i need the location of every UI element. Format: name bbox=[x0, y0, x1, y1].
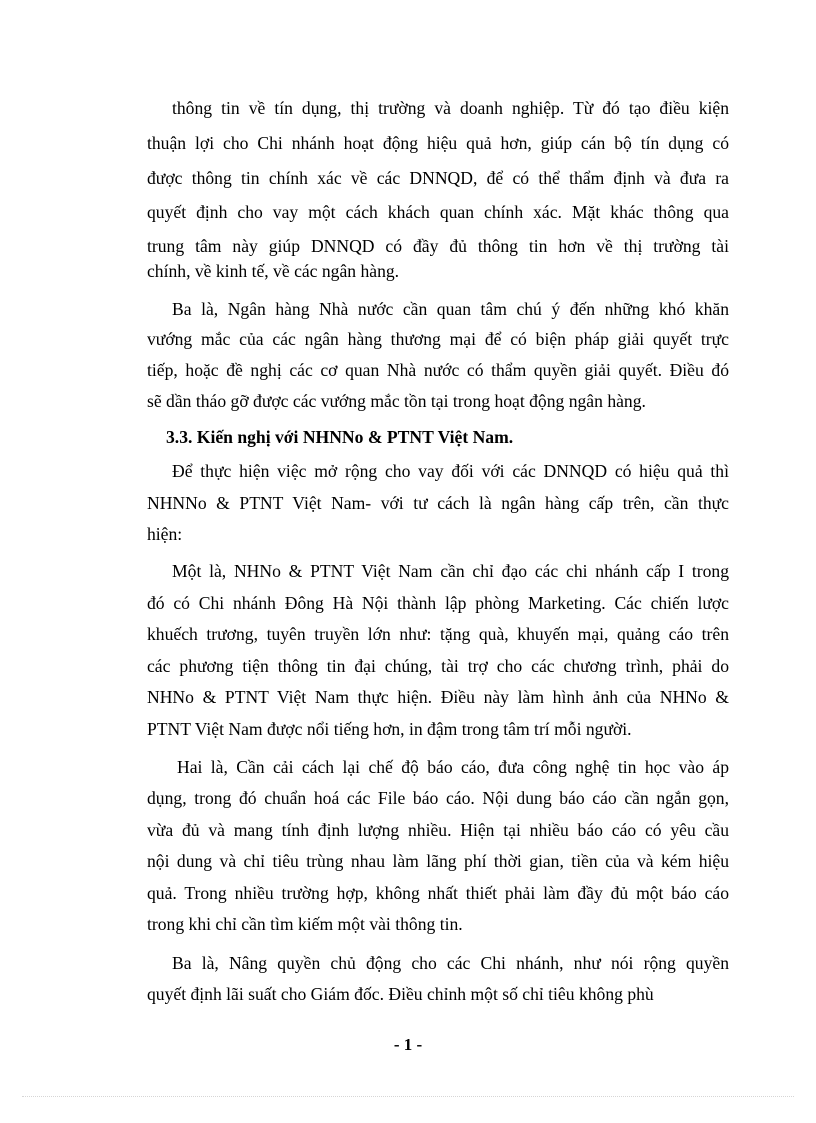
paragraph-line: NHNNo & PTNT Việt Nam- với tư cách là ngân hàng cấp trên, cần thực bbox=[147, 493, 729, 513]
section-heading: 3.3. Kiến nghị với NHNNo & PTNT Việt Nam. bbox=[166, 427, 514, 447]
paragraph-line: sẽ dần tháo gỡ được các vướng mắc tồn tại trong hoạt động ngân hàng. bbox=[147, 391, 646, 411]
paragraph-line: vướng mắc của các ngân hàng thương mại để có biện pháp giải quyết trực bbox=[147, 329, 729, 349]
paragraph-line: hiện: bbox=[147, 524, 183, 544]
page-number: - 1 - bbox=[393, 1035, 423, 1054]
paragraph-line: đó có Chi nhánh Đông Hà Nội thành lập phòng Marketing. Các chiến lược bbox=[147, 593, 729, 613]
paragraph-line: trong khi chỉ cần tìm kiếm một vài thông tin. bbox=[147, 914, 463, 934]
paragraph-line: nội dung và chỉ tiêu trùng nhau làm lãng phí thời gian, tiền của và kém hiệu bbox=[147, 851, 729, 871]
paragraph-line: khuếch trương, tuyên truyền lớn như: tặng quà, khuyến mại, quảng cáo trên bbox=[147, 624, 729, 644]
paragraph-line: Ba là, Nâng quyền chủ động cho các Chi nhánh, như nói rộng quyền bbox=[172, 953, 729, 973]
paragraph-line: tiếp, hoặc đề nghị các cơ quan Nhà nước có thẩm quyền giải quyết. Điều đó bbox=[147, 360, 729, 380]
paragraph-line: quả. Trong nhiều trường hợp, không nhất thiết phải làm đầy đủ một báo cáo bbox=[147, 883, 729, 903]
paragraph-line: quyết định cho vay một cách khách quan chính xác. Mặt khác thông qua bbox=[147, 202, 729, 222]
paragraph-line: quyết định lãi suất cho Giám đốc. Điều chỉnh một số chỉ tiêu không phù bbox=[147, 984, 654, 1004]
paragraph-line: Một là, NHNo & PTNT Việt Nam cần chỉ đạo các chi nhánh cấp I trong bbox=[172, 561, 729, 581]
paragraph-line: chính, về kinh tế, về các ngân hàng. bbox=[147, 261, 400, 281]
paragraph-line: NHNo & PTNT Việt Nam thực hiện. Điều này làm hình ảnh của NHNo & bbox=[147, 687, 729, 707]
paragraph-line: các phương tiện thông tin đại chúng, tài trợ cho các chương trình, phải do bbox=[147, 656, 729, 676]
paragraph-line: thuận lợi cho Chi nhánh hoạt động hiệu quả hơn, giúp cán bộ tín dụng có bbox=[147, 133, 729, 153]
paragraph-line: vừa đủ và mang tính định lượng nhiều. Hiện tại nhiều báo cáo có yêu cầu bbox=[147, 820, 729, 840]
paragraph-line: được thông tin chính xác về các DNNQD, để có thể thẩm định và đưa ra bbox=[147, 168, 729, 188]
page-bottom-border bbox=[22, 1096, 794, 1097]
paragraph-line: Ba là, Ngân hàng Nhà nước cần quan tâm chú ý đến những khó khăn bbox=[172, 299, 729, 319]
paragraph-line: dụng, trong đó chuẩn hoá các File báo cáo. Nội dung báo cáo cần ngắn gọn, bbox=[147, 788, 729, 808]
paragraph-line: PTNT Việt Nam được nổi tiếng hơn, in đậm trong tâm trí mỗi người. bbox=[147, 719, 632, 739]
paragraph-line: trung tâm này giúp DNNQD có đầy đủ thông tin hơn về thị trường tài bbox=[147, 236, 729, 256]
paragraph-line: thông tin về tín dụng, thị trường và doanh nghiệp. Từ đó tạo điều kiện bbox=[172, 98, 729, 118]
paragraph-line: Hai là, Cần cải cách lại chế độ báo cáo, đưa công nghệ tin học vào áp bbox=[177, 757, 729, 777]
paragraph-line: Để thực hiện việc mở rộng cho vay đối với các DNNQD có hiệu quả thì bbox=[172, 461, 729, 481]
